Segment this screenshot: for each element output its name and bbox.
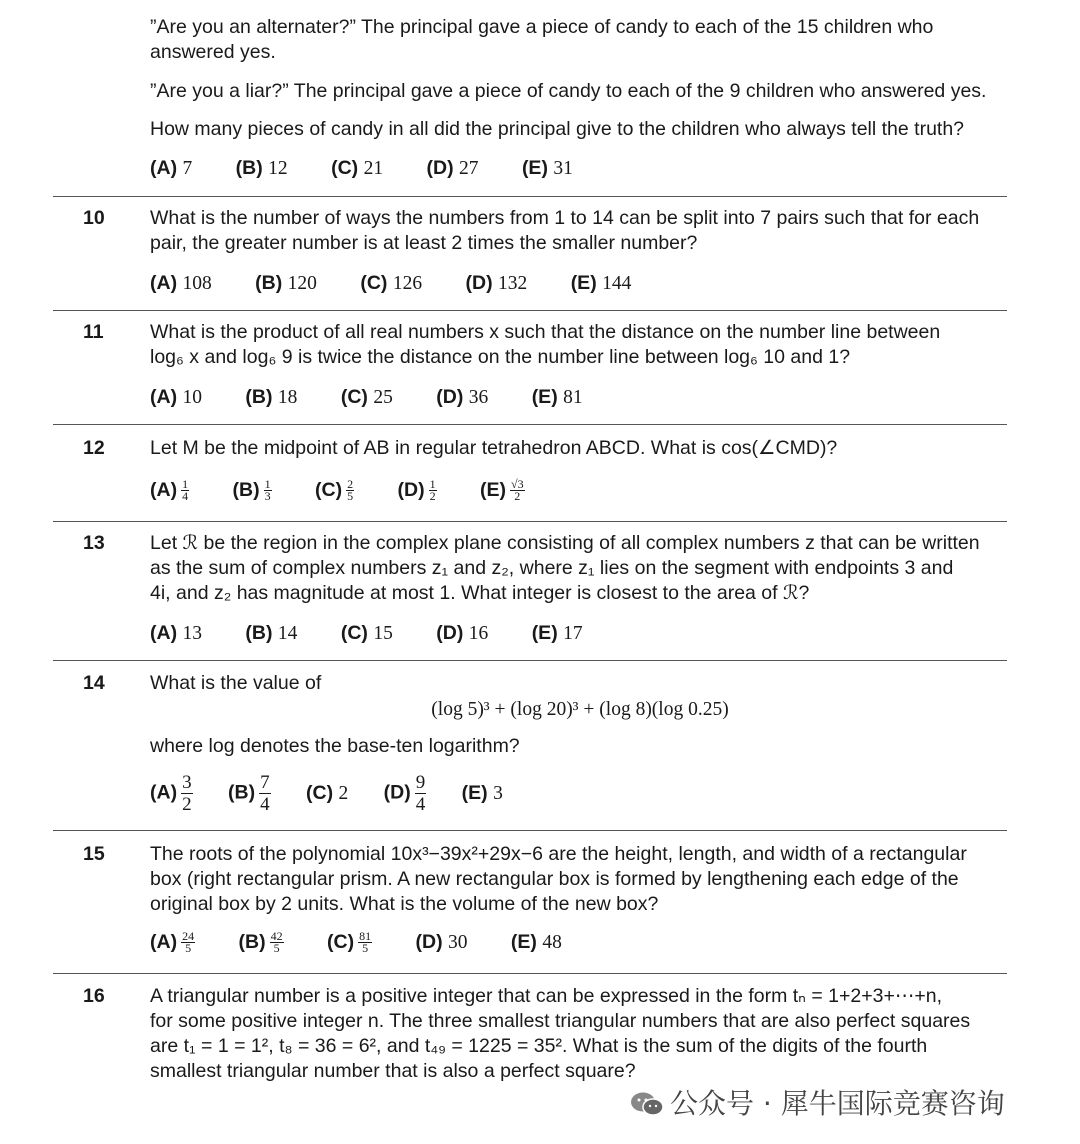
fraction: $\frac{42}{5}$ — [270, 929, 283, 956]
choice-e: (E) 17 — [531, 622, 583, 644]
choice-c: (C) 21 — [331, 157, 384, 179]
q11-line-2: log₆ x and log₆ 9 is twice the distance on the number line between log₆ 10 and 1? — [150, 346, 851, 368]
question-number: 14 — [83, 672, 105, 694]
q15-line-3: original box by 2 units. What is the volume of the new box? — [150, 893, 659, 915]
q14-line-1: What is the value of — [150, 672, 322, 694]
q13-line-3: 4i, and z₂ has magnitude at most 1. What integer is closest to the area of ℛ? — [150, 582, 810, 604]
choice-d: (D) 27 — [426, 157, 479, 179]
watermark-text: 公众号 · 犀牛国际竞赛咨询 — [670, 1087, 1005, 1120]
choice-a: (A) 7 — [150, 157, 193, 179]
choice-b: (B) $\frac{1}{3}$ — [232, 477, 271, 504]
choice-b: (B) 14 — [245, 622, 298, 644]
divider — [53, 424, 1007, 425]
fraction: $\frac{9}{4}$ — [415, 772, 426, 815]
choice-d: (D) $\frac{1}{2}$ — [397, 477, 436, 504]
fraction: $\frac{3}{2}$ — [182, 772, 192, 815]
watermark — [630, 1082, 1005, 1122]
question-number: 15 — [83, 843, 105, 865]
question-number: 13 — [83, 532, 105, 554]
choice-c: (C) $\frac{81}{5}$ — [327, 929, 372, 956]
intro-line-1: ”Are you an alternater?” The principal gave a piece of candy to each of the 15 children who — [150, 16, 934, 38]
question-number: 16 — [83, 985, 105, 1007]
intro-line-2: answered yes. — [150, 41, 276, 63]
divider — [53, 196, 1007, 197]
choice-c: (C) 2 — [306, 782, 349, 804]
question-number: 10 — [83, 207, 105, 229]
q13-line-1: Let ℛ be the region in the complex plane consisting of all complex numbers z that can be written — [150, 532, 980, 554]
intro-choices — [150, 156, 611, 181]
choice-a: (A) 108 — [150, 272, 212, 294]
choice-e: (E) $\frac{√3}{2}$ — [480, 477, 524, 504]
choice-e: (E) 48 — [510, 931, 562, 954]
divider — [53, 310, 1007, 311]
intro-line-3: ”Are you a liar?” The principal gave a piece of candy to each of the 9 children who answered yes. — [150, 80, 987, 102]
q10-line-2: pair, the greater number is at least 2 times the smaller number? — [150, 232, 698, 254]
q11-line-1: What is the product of all real numbers x such that the distance on the number line between — [150, 321, 941, 343]
choice-d: (D) 30 — [415, 931, 468, 954]
q13-line-2: as the sum of complex numbers z₁ and z₂, where z₁ lies on the segment with endpoints 3 and — [150, 557, 954, 579]
q16-line-4: smallest triangular number that is also a perfect square? — [150, 1060, 636, 1082]
choice-c: (C) $\frac{2}{5}$ — [315, 477, 354, 504]
choice-d: (D) 16 — [436, 622, 489, 644]
divider — [53, 660, 1007, 661]
q10-choices — [150, 271, 669, 296]
q11-choices — [150, 385, 621, 410]
choice-c: (C) 126 — [360, 272, 423, 294]
question-number: 12 — [83, 437, 105, 459]
choice-d: (D) 36 — [436, 386, 489, 408]
q12-line-1: Let M be the midpoint of AB in regular tetrahedron ABCD. What is cos(∠CMD)? — [150, 437, 838, 459]
choice-b: (B) $\frac{42}{5}$ — [238, 929, 283, 956]
fraction: $\frac{7}{4}$ — [260, 772, 270, 815]
fraction: $\frac{2}{5}$ — [347, 477, 354, 504]
q16-line-3: are t₁ = 1 = 1², t₈ = 36 = 6², and t₄₉ = 1225 = 35². What is the sum of the digits of the fourth — [150, 1035, 928, 1057]
wechat-icon — [630, 1091, 664, 1117]
choice-c: (C) 15 — [340, 622, 393, 644]
choice-e: (E) 31 — [521, 157, 573, 179]
divider — [53, 830, 1007, 831]
choice-a: (A) $\frac{1}{4}$ — [150, 477, 189, 504]
choice-b: (B) 12 — [235, 157, 288, 179]
fraction: $\frac{1}{4}$ — [182, 477, 189, 504]
q14-expression: (log 5)³ + (log 20)³ + (log 8)(log 0.25) — [431, 699, 729, 720]
choice-c: (C) 25 — [340, 386, 393, 408]
q10-line-1: What is the number of ways the numbers from 1 to 14 can be split into 7 pairs such that for each — [150, 207, 980, 229]
choice-b: (B) $\frac{7}{4}$ — [228, 772, 270, 815]
divider — [53, 973, 1007, 974]
question-number: 11 — [83, 321, 104, 343]
fraction: $\frac{1}{2}$ — [429, 477, 436, 504]
q15-choices — [150, 930, 600, 955]
choice-d: (D) 132 — [465, 272, 528, 294]
q14-choices — [150, 772, 541, 815]
choice-a: (A) 10 — [150, 386, 202, 408]
choice-e: (E) 144 — [570, 272, 632, 294]
q16-line-2: for some positive integer n. The three smallest triangular numbers that are also perfect squares — [150, 1010, 971, 1032]
q15-line-1: The roots of the polynomial 10x³−39x²+29x−6 are the height, length, and width of a rectangular — [150, 843, 967, 865]
fraction: $\frac{1}{3}$ — [264, 477, 271, 504]
choice-b: (B) 120 — [255, 272, 317, 294]
divider — [53, 521, 1007, 522]
intro-line-4: How many pieces of candy in all did the principal give to the children who always tell the truth? — [150, 118, 965, 140]
q14-line-2: where log denotes the base-ten logarithm? — [150, 735, 520, 757]
choice-d: (D) $\frac{9}{4}$ — [383, 772, 426, 815]
q12-choices — [150, 478, 563, 503]
fraction: $\frac{√3}{2}$ — [511, 477, 524, 504]
choice-e: (E) 3 — [461, 782, 503, 804]
q16-line-1: A triangular number is a positive integer that can be expressed in the form tₙ = 1+2+3+⋯+n, — [150, 985, 943, 1007]
choice-b: (B) 18 — [245, 386, 298, 408]
fraction: $\frac{81}{5}$ — [359, 929, 372, 956]
choice-a: (A) 13 — [150, 622, 202, 644]
choice-a: (A) $\frac{24}{5}$ — [150, 929, 195, 956]
choice-a: (A) $\frac{3}{2}$ — [150, 772, 192, 815]
q13-choices — [150, 621, 621, 646]
q15-line-2: box (right rectangular prism. A new rectangular box is formed by lengthening each edge of the — [150, 868, 959, 890]
fraction: $\frac{24}{5}$ — [182, 929, 195, 956]
choice-e: (E) 81 — [531, 386, 583, 408]
